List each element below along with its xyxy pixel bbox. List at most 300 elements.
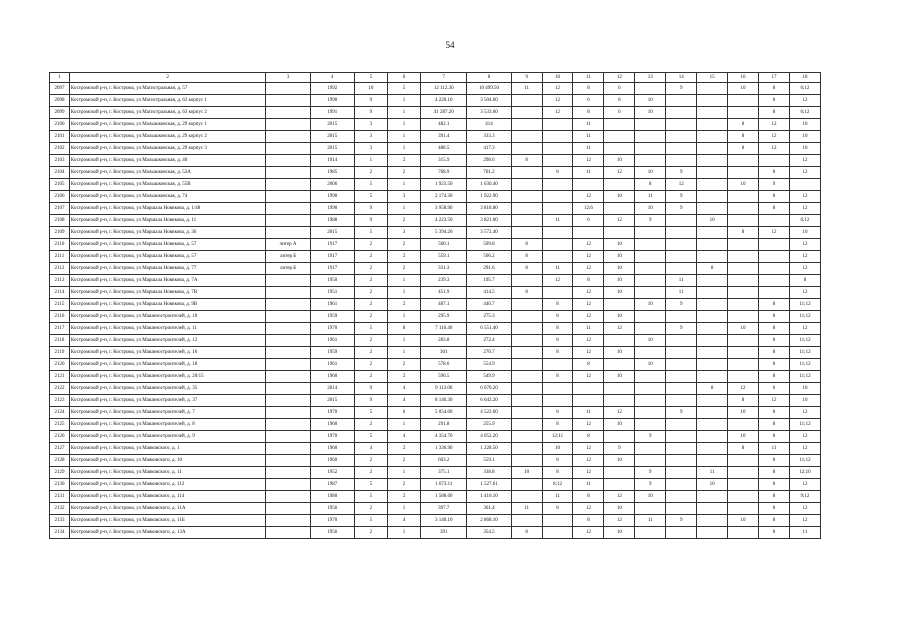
table-row	[50, 131, 821, 143]
table-cell	[604, 119, 635, 131]
table-cell: 8	[635, 179, 666, 191]
table-cell	[759, 155, 790, 167]
column-header: 1	[50, 73, 70, 83]
address-cell: Костромской р-н, г. Кострома, ул Маршала Новикова, д. 57	[69, 251, 266, 263]
address-cell: Костромской р-н, г. Кострома, ул Маяковского, д. 11Б	[69, 515, 266, 527]
row-number-cell: 2113	[50, 275, 70, 287]
table-cell: 8	[759, 431, 790, 443]
row-number-cell: 2125	[50, 419, 70, 431]
row-number-cell: 2103	[50, 155, 70, 167]
table-cell: 5 394.20	[421, 227, 467, 239]
row-number-cell: 2109	[50, 227, 70, 239]
table-cell	[635, 347, 666, 359]
table-cell: 2	[387, 371, 420, 383]
table-cell: 10	[789, 131, 820, 143]
table-cell	[635, 131, 666, 143]
table-cell: 603.2	[421, 455, 467, 467]
table-cell: 354.5	[467, 527, 511, 539]
table-cell: 10	[604, 287, 635, 299]
table-row	[50, 395, 821, 407]
table-cell	[266, 407, 310, 419]
table-cell	[573, 395, 604, 407]
table-cell	[697, 203, 728, 215]
table-cell: 10	[635, 359, 666, 371]
table-cell: 3 140.10	[421, 515, 467, 527]
address-cell: Костромской р-н, г. Кострома, ул Малышковская, д. 29 корпус 2	[69, 131, 266, 143]
table-cell: 12	[789, 155, 820, 167]
table-row	[50, 335, 821, 347]
table-cell: 7 116.40	[421, 323, 467, 335]
table-cell: 560.1	[421, 239, 467, 251]
table-cell: 10	[697, 215, 728, 227]
table-cell	[759, 215, 790, 227]
column-header: 4	[310, 73, 354, 83]
table-cell	[728, 491, 759, 503]
table-cell: 1	[387, 119, 420, 131]
column-header: 13	[635, 73, 666, 83]
column-header: 10	[542, 73, 573, 83]
table-cell: 8	[759, 491, 790, 503]
table-cell: 11;12	[789, 311, 820, 323]
table-cell: 10	[354, 83, 387, 95]
table-row	[50, 443, 821, 455]
row-number-cell: 2105	[50, 179, 70, 191]
table-cell: 414	[467, 119, 511, 131]
column-header: 18	[789, 73, 820, 83]
table-cell: 488.5	[421, 143, 467, 155]
table-cell: 12	[573, 287, 604, 299]
row-number-cell: 2098	[50, 95, 70, 107]
table-cell: 338.8	[467, 467, 511, 479]
table-cell: 4 052.20	[467, 431, 511, 443]
table-cell: 3	[354, 143, 387, 155]
table-cell	[511, 227, 542, 239]
table-cell	[666, 107, 697, 119]
table-cell: 506.2	[467, 251, 511, 263]
table-cell	[266, 83, 310, 95]
table-cell	[697, 359, 728, 371]
table-cell: 4	[387, 431, 420, 443]
table-cell	[728, 167, 759, 179]
table-cell: 12	[759, 131, 790, 143]
table-cell: 1987	[310, 479, 354, 491]
table-cell: 4 220.10	[421, 95, 467, 107]
table-cell: 2	[387, 491, 420, 503]
table-cell: 8	[697, 263, 728, 275]
table-cell: 4 223.50	[421, 215, 467, 227]
table-cell: 1988	[310, 215, 354, 227]
row-number-cell: 2122	[50, 383, 70, 395]
address-cell: Костромской р-н, г. Кострома, ул Маршала Новикова, д. 7А	[69, 275, 266, 287]
row-number-cell: 2119	[50, 347, 70, 359]
table-cell: 11	[697, 467, 728, 479]
table-cell: 11	[635, 191, 666, 203]
table-cell: 6 643.20	[467, 395, 511, 407]
table-cell: 12	[542, 107, 573, 119]
table-cell	[635, 143, 666, 155]
table-cell	[266, 431, 310, 443]
table-cell: 2	[387, 263, 420, 275]
table-cell	[266, 335, 310, 347]
table-cell	[666, 419, 697, 431]
table-cell	[542, 131, 573, 143]
table-cell	[728, 203, 759, 215]
table-row	[50, 107, 821, 119]
table-cell: 9	[604, 443, 635, 455]
table-cell: 8	[759, 419, 790, 431]
table-cell	[666, 119, 697, 131]
table-cell: 9	[666, 83, 697, 95]
address-cell: Костромской р-н, г. Кострома, ул Машиностроителей, д. 8	[69, 419, 266, 431]
table-cell: 6;12	[789, 215, 820, 227]
table-cell	[604, 131, 635, 143]
address-cell: Костромской р-н, г. Кострома, ул Маршала Новикова, д. 1/48	[69, 203, 266, 215]
column-header: 5	[354, 73, 387, 83]
table-cell: 1	[387, 467, 420, 479]
table-cell: 8 146.30	[421, 395, 467, 407]
table-cell: 11	[635, 515, 666, 527]
table-cell: 8	[542, 167, 573, 179]
table-cell: 9 113.00	[421, 383, 467, 395]
table-cell: 2 868.10	[467, 515, 511, 527]
table-cell	[728, 467, 759, 479]
table-cell	[635, 443, 666, 455]
table-cell: 1	[387, 95, 420, 107]
table-cell: 2	[354, 275, 387, 287]
table-cell: 3	[354, 119, 387, 131]
table-cell: 3	[387, 191, 420, 203]
table-cell: 12	[789, 251, 820, 263]
table-cell	[666, 95, 697, 107]
table-row	[50, 215, 821, 227]
table-cell	[635, 383, 666, 395]
column-header: 17	[759, 73, 790, 83]
table-cell: 8	[728, 395, 759, 407]
table-cell: 5	[354, 191, 387, 203]
table-cell: 8	[728, 143, 759, 155]
table-cell: 270.7	[467, 347, 511, 359]
table-cell	[728, 155, 759, 167]
table-cell: 11;12	[789, 371, 820, 383]
table-cell: 12	[789, 443, 820, 455]
table-cell: 9	[635, 479, 666, 491]
table-cell: 2	[354, 335, 387, 347]
table-cell: 440.7	[467, 299, 511, 311]
table-cell: 2	[387, 299, 420, 311]
table-cell	[511, 515, 542, 527]
table-cell	[635, 395, 666, 407]
table-cell: 2015	[310, 395, 354, 407]
table-cell	[511, 299, 542, 311]
table-row	[50, 407, 821, 419]
table-cell	[511, 407, 542, 419]
table-row	[50, 227, 821, 239]
table-cell: 1	[387, 179, 420, 191]
table-cell	[604, 203, 635, 215]
table-cell	[635, 239, 666, 251]
table-cell	[542, 527, 573, 539]
table-cell: 1	[387, 527, 420, 539]
table-cell	[266, 419, 310, 431]
table-cell: 9	[666, 191, 697, 203]
row-number-cell: 2120	[50, 359, 70, 371]
table-cell: 12	[759, 395, 790, 407]
table-cell: 4	[354, 443, 387, 455]
table-cell: 8	[542, 419, 573, 431]
table-cell: 12	[728, 383, 759, 395]
table-cell: 11	[573, 167, 604, 179]
row-number-cell: 2114	[50, 287, 70, 299]
table-row	[50, 479, 821, 491]
row-number-cell: 2100	[50, 119, 70, 131]
table-cell	[542, 119, 573, 131]
table-cell: 10	[604, 371, 635, 383]
table-cell: 2	[387, 239, 420, 251]
address-cell: Костромской р-н, г. Кострома, ул Маяковского, д. 10	[69, 455, 266, 467]
table-cell	[728, 107, 759, 119]
table-cell: 12;11	[542, 431, 573, 443]
address-cell: Костромской р-н, г. Кострома, ул Маршала Новикова, д. 77	[69, 263, 266, 275]
table-cell: 5	[354, 227, 387, 239]
table-cell	[666, 347, 697, 359]
table-cell: 12	[573, 263, 604, 275]
table-cell: 3	[354, 131, 387, 143]
address-cell: Костромской р-н, г. Кострома, ул Машиностроителей, д. 9	[69, 431, 266, 443]
table-cell	[666, 491, 697, 503]
table-cell: 1	[387, 287, 420, 299]
table-cell: 10	[789, 383, 820, 395]
table-cell	[266, 179, 310, 191]
table-cell	[666, 131, 697, 143]
table-cell: 331.3	[421, 263, 467, 275]
column-header: 9	[511, 73, 542, 83]
table-cell: 12	[573, 155, 604, 167]
table-cell: 8	[573, 515, 604, 527]
table-cell: 414.5	[467, 287, 511, 299]
table-cell	[666, 311, 697, 323]
table-cell	[728, 455, 759, 467]
table-cell: 2	[354, 239, 387, 251]
table-cell: 1917	[310, 251, 354, 263]
table-cell: 12	[789, 323, 820, 335]
table-cell: 12	[789, 431, 820, 443]
table-cell	[635, 251, 666, 263]
table-cell: 2	[387, 167, 420, 179]
column-header: 14	[666, 73, 697, 83]
table-cell	[266, 527, 310, 539]
table-cell	[511, 167, 542, 179]
table-cell: 6 551.40	[467, 323, 511, 335]
table-cell	[728, 299, 759, 311]
table-cell: 2	[387, 479, 420, 491]
table-cell: 1985	[310, 167, 354, 179]
table-cell	[666, 155, 697, 167]
table-cell	[635, 503, 666, 515]
table-cell: 4 354.70	[421, 431, 467, 443]
table-cell: 12	[789, 191, 820, 203]
table-cell: 8	[759, 299, 790, 311]
building-registry-table	[49, 72, 821, 539]
table-cell	[604, 467, 635, 479]
table-cell: 12	[789, 203, 820, 215]
table-cell	[666, 443, 697, 455]
table-cell: 8	[542, 455, 573, 467]
table-cell: 12	[573, 467, 604, 479]
table-cell: 12	[789, 503, 820, 515]
table-cell: 10	[728, 431, 759, 443]
column-header: 8	[467, 73, 511, 83]
table-cell: 6	[573, 95, 604, 107]
table-cell: 9	[354, 383, 387, 395]
table-cell: 1956	[310, 527, 354, 539]
table-cell: 12	[759, 143, 790, 155]
table-cell: 1	[387, 503, 420, 515]
table-cell	[759, 287, 790, 299]
table-cell	[728, 95, 759, 107]
table-cell: 1 673.11	[421, 479, 467, 491]
address-cell: Костромской р-н, г. Кострома, ул Маяковского, д. 11А	[69, 503, 266, 515]
table-cell	[697, 179, 728, 191]
table-cell	[697, 251, 728, 263]
table-cell: 1 630.40	[467, 179, 511, 191]
table-row	[50, 83, 821, 95]
table-cell	[266, 95, 310, 107]
table-cell: 8	[759, 467, 790, 479]
table-cell: 1 416.10	[467, 491, 511, 503]
table-cell: 3	[387, 227, 420, 239]
table-cell: 1	[387, 203, 420, 215]
table-cell	[266, 287, 310, 299]
column-header: 12	[604, 73, 635, 83]
table-cell: 10	[728, 83, 759, 95]
table-cell: 10	[789, 227, 820, 239]
table-cell: 239.3	[421, 275, 467, 287]
table-row	[50, 119, 821, 131]
table-cell: 5	[354, 323, 387, 335]
address-cell: Костромской р-н, г. Кострома, ул Маршала Новикова, д. 7В	[69, 287, 266, 299]
table-cell	[759, 251, 790, 263]
table-cell: 1917	[310, 239, 354, 251]
table-cell: 3 504.60	[467, 95, 511, 107]
table-cell: 554.9	[467, 359, 511, 371]
table-cell: 10	[604, 155, 635, 167]
table-cell: 195.7	[467, 275, 511, 287]
table-cell	[697, 491, 728, 503]
table-cell	[511, 347, 542, 359]
table-row	[50, 239, 821, 251]
table-cell: 487.1	[421, 299, 467, 311]
address-cell: Костромской р-н, г. Кострома, ул Маяковского, д. 11	[69, 467, 266, 479]
table-cell: 12	[542, 275, 573, 287]
table-cell: 12	[789, 479, 820, 491]
table-cell: 10	[635, 335, 666, 347]
table-cell: 1950	[310, 275, 354, 287]
table-cell: 6	[604, 107, 635, 119]
table-cell: 12;10	[789, 467, 820, 479]
table-cell: 11;12	[789, 347, 820, 359]
table-cell: 2	[354, 251, 387, 263]
table-cell: 10	[604, 527, 635, 539]
table-cell: 12	[573, 419, 604, 431]
table-cell	[666, 383, 697, 395]
table-cell: 1	[387, 419, 420, 431]
table-cell: 11	[542, 263, 573, 275]
table-cell: 12	[789, 287, 820, 299]
table-cell: 2	[387, 455, 420, 467]
table-cell	[266, 311, 310, 323]
address-cell: Костромской р-н, г. Кострома, ул Машиностроителей, д. 20/15	[69, 371, 266, 383]
table-cell: 549.9	[467, 371, 511, 383]
table-cell: 397.7	[421, 503, 467, 515]
table-cell: 11;12	[789, 335, 820, 347]
column-header: 16	[728, 73, 759, 83]
address-cell: Костромской р-н, г. Кострома, ул Машиностроителей, д. 18	[69, 359, 266, 371]
table-cell: 1	[387, 143, 420, 155]
row-number-cell: 2130	[50, 479, 70, 491]
table-cell	[728, 239, 759, 251]
table-cell: 9	[354, 215, 387, 227]
table-cell: 2015	[310, 227, 354, 239]
table-cell: литер Б	[266, 251, 310, 263]
table-cell: 8	[759, 527, 790, 539]
table-cell: 10	[635, 203, 666, 215]
table-cell	[697, 395, 728, 407]
table-cell: 10	[604, 311, 635, 323]
table-cell: 6 670.20	[467, 383, 511, 395]
table-cell	[697, 131, 728, 143]
table-row	[50, 311, 821, 323]
table-cell	[697, 515, 728, 527]
table-cell: 10	[635, 491, 666, 503]
row-number-cell: 2108	[50, 215, 70, 227]
address-cell: Костромской р-н, г. Кострома, ул Маяковского, д. 114	[69, 491, 266, 503]
table-cell: 391	[421, 527, 467, 539]
table-cell: 8	[542, 299, 573, 311]
address-cell: Костромской р-н, г. Кострома, ул Магистральная, д. 63 корпус 1	[69, 95, 266, 107]
table-cell: 5	[354, 515, 387, 527]
table-cell: 8	[697, 383, 728, 395]
table-cell: 482.1	[421, 119, 467, 131]
table-cell: 1960	[310, 443, 354, 455]
table-cell: 1956	[310, 503, 354, 515]
table-cell: 12	[542, 95, 573, 107]
table-cell	[511, 203, 542, 215]
row-number-cell: 2115	[50, 299, 70, 311]
table-row	[50, 503, 821, 515]
table-cell: 2015	[310, 119, 354, 131]
table-row	[50, 491, 821, 503]
table-cell: 11	[511, 83, 542, 95]
table-cell: 8	[759, 503, 790, 515]
table-cell	[697, 95, 728, 107]
table-cell: 9	[666, 203, 697, 215]
table-cell: 5	[354, 179, 387, 191]
table-cell: 3 821.00	[467, 215, 511, 227]
table-cell: 10	[604, 263, 635, 275]
table-cell	[728, 335, 759, 347]
table-cell	[666, 215, 697, 227]
row-number-cell: 2106	[50, 191, 70, 203]
table-cell	[266, 155, 310, 167]
table-cell: 559.1	[421, 251, 467, 263]
table-cell: 12	[789, 239, 820, 251]
page-number: 54	[445, 40, 455, 50]
table-cell	[266, 455, 310, 467]
table-cell: 1	[387, 347, 420, 359]
table-cell	[697, 311, 728, 323]
address-cell: Костромской р-н, г. Кострома, ул Машиностроителей, д. 16	[69, 347, 266, 359]
table-cell: 255.9	[467, 419, 511, 431]
